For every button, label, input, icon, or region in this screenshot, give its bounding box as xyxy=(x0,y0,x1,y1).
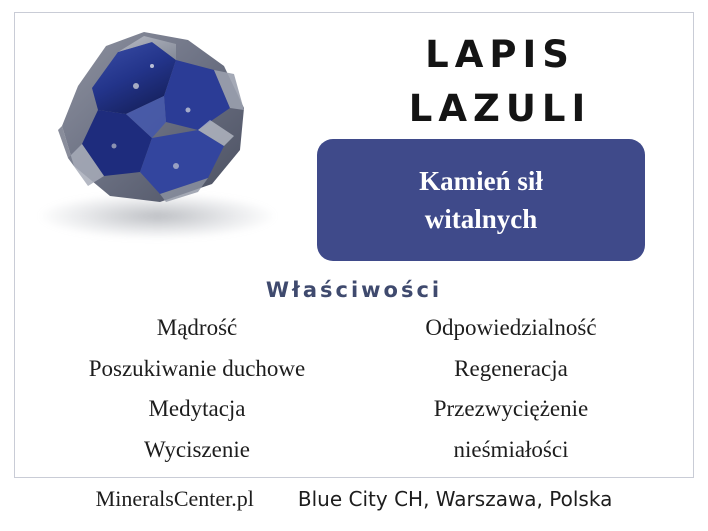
list-item: Odpowiedzialność xyxy=(425,315,597,340)
tagline-text xyxy=(419,162,543,239)
list-item: Regeneracja xyxy=(454,355,568,381)
footer xyxy=(14,486,694,512)
title-line-1: LAPIS xyxy=(425,33,575,76)
tagline-badge xyxy=(317,139,645,261)
list-item: Medytacja xyxy=(148,396,246,422)
website-label: MineralsCenter.pl xyxy=(95,486,254,511)
page-title xyxy=(320,28,680,135)
tagline-line-1: Kamień sił xyxy=(419,165,543,196)
properties-list xyxy=(40,312,668,467)
store-location-label: Blue City CH, Warszawa, Polska xyxy=(297,487,613,511)
list-item: Mądrość xyxy=(156,315,238,340)
list-item: Przezwyciężenie xyxy=(433,396,589,422)
tagline-line-2: witalnych xyxy=(424,204,538,234)
properties-heading: Właściwości xyxy=(265,278,443,302)
lapis-lazuli-stone-icon xyxy=(48,26,263,216)
list-item: nieśmiałości xyxy=(453,436,569,462)
title-line-2: LAZULI xyxy=(408,86,592,130)
list-item: Poszukiwanie duchowe xyxy=(88,355,306,381)
list-item: Wyciszenie xyxy=(144,436,250,462)
stone-image xyxy=(22,18,312,268)
